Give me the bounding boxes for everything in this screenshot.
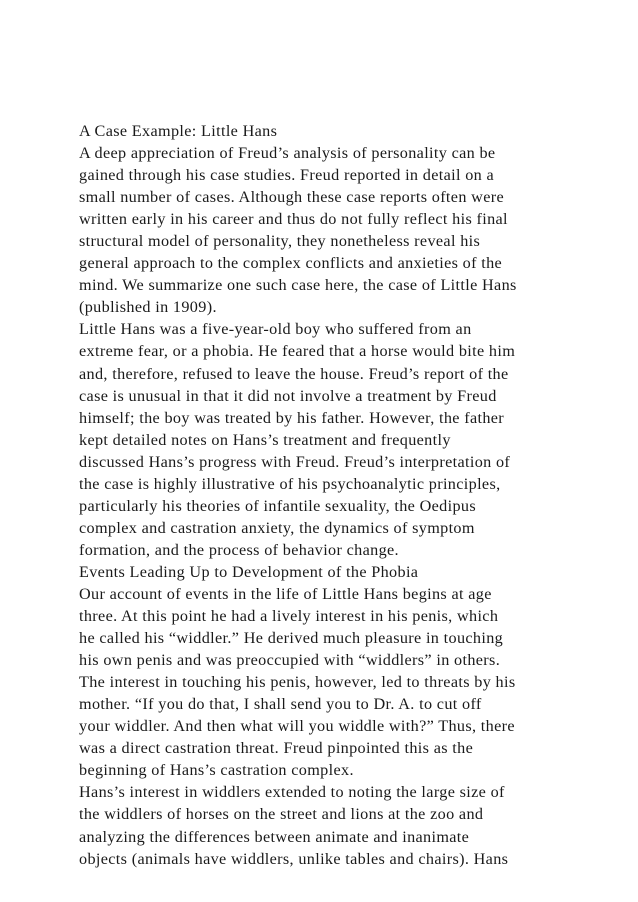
- body-line: A deep appreciation of Freud’s analysis of personality can be: [79, 144, 496, 163]
- body-line: discussed Hans’s progress with Freud. Freud’s interpretation of: [79, 452, 511, 471]
- body-line: complex and castration anxiety, the dynamics of symptom: [79, 518, 475, 537]
- body-line: (published in 1909).: [79, 298, 217, 317]
- body-line: general approach to the complex conflicts and anxieties of the: [79, 254, 503, 273]
- section-heading: A Case Example: Little Hans: [79, 122, 278, 140]
- section-heading: Events Leading Up to Development of the Phobia: [79, 562, 419, 581]
- body-line: Little Hans was a five-year-old boy who suffered from an: [79, 320, 472, 339]
- body-line: three. At this point he had a lively interest in his penis, which: [79, 607, 499, 626]
- document-body: [79, 120, 569, 870]
- body-line: and, therefore, refused to leave the house. Freud’s report of the: [79, 364, 509, 383]
- body-line: written early in his career and thus do not fully reflect his final: [79, 210, 508, 229]
- body-line: objects (animals have widdlers, unlike tables and chairs). Hans: [79, 849, 509, 868]
- body-line: particularly his theories of infantile sexuality, the Oedipus: [79, 496, 477, 515]
- body-line: his own penis and was preoccupied with “widdlers” in others.: [79, 651, 501, 670]
- body-line: formation, and the process of behavior change.: [79, 540, 399, 559]
- body-line: The interest in touching his penis, however, led to threats by his: [79, 673, 516, 692]
- body-line: gained through his case studies. Freud reported in detail on a: [79, 166, 495, 185]
- body-line: kept detailed notes on Hans’s treatment and frequently: [79, 430, 451, 449]
- body-line: extreme fear, or a phobia. He feared that a horse would bite him: [79, 342, 516, 361]
- body-line: case is unusual in that it did not involve a treatment by Freud: [79, 386, 497, 405]
- body-line: was a direct castration threat. Freud pinpointed this as the: [79, 739, 474, 758]
- body-line: beginning of Hans’s castration complex.: [79, 761, 354, 780]
- body-line: analyzing the differences between animate and inanimate: [79, 827, 470, 846]
- body-line: your widdler. And then what will you widdle with?” Thus, there: [79, 717, 515, 736]
- body-line: mind. We summarize one such case here, the case of Little Hans: [79, 276, 517, 295]
- body-line: Hans’s interest in widdlers extended to noting the large size of: [79, 783, 505, 802]
- body-line: himself; the boy was treated by his father. However, the father: [79, 408, 505, 427]
- body-line: he called his “widdler.” He derived much pleasure in touching: [79, 629, 504, 648]
- body-line: structural model of personality, they nonetheless reveal his: [79, 232, 481, 251]
- body-line: mother. “If you do that, I shall send you to Dr. A. to cut off: [79, 695, 482, 714]
- body-line: small number of cases. Although these case reports often were: [79, 188, 505, 207]
- body-line: the case is highly illustrative of his psychoanalytic principles,: [79, 474, 501, 493]
- body-line: the widdlers of horses on the street and lions at the zoo and: [79, 805, 484, 824]
- body-line: Our account of events in the life of Little Hans begins at age: [79, 584, 492, 603]
